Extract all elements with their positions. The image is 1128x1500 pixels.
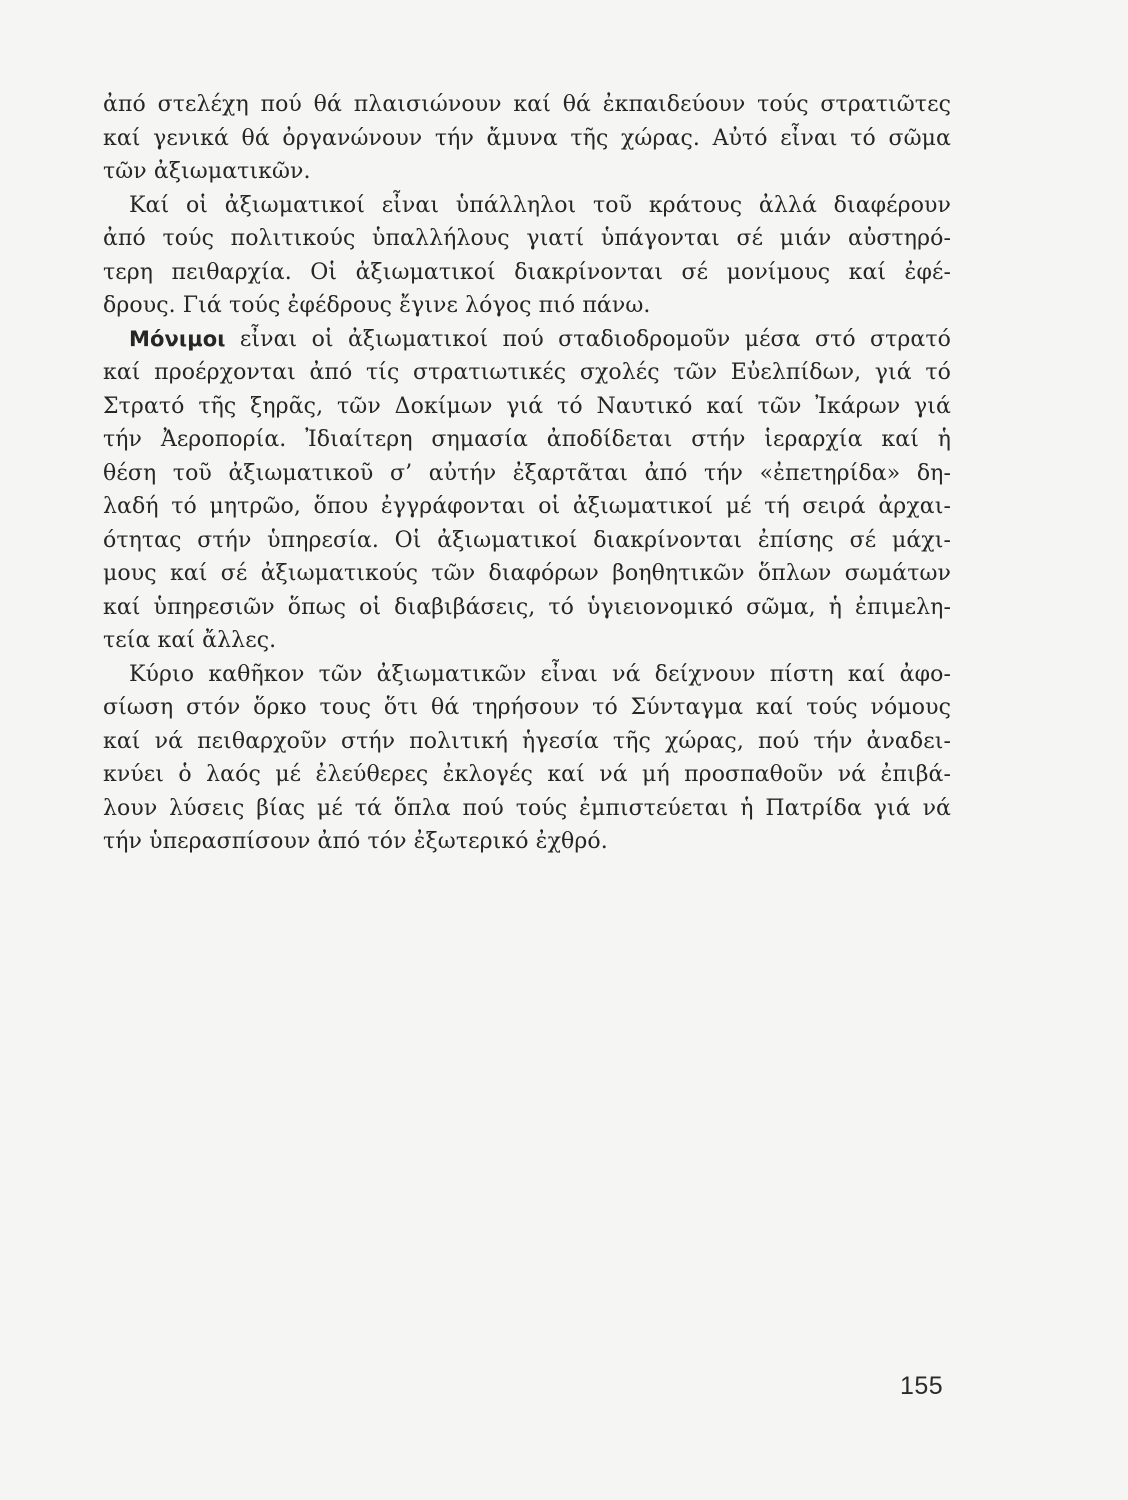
text-line: τήν ὑπερασπίσουν ἀπό τόν ἐξωτερικό ἐχθρό. — [103, 829, 608, 854]
paragraph-3 — [103, 323, 951, 658]
text-line: ἀπό τούς πολιτικούς ὑπαλλήλους γιατί ὑπάγονται σέ μιάν αὐστηρό- — [103, 226, 951, 251]
paragraph-4 — [103, 658, 951, 859]
body-text — [103, 88, 951, 859]
text-line: ἀπό στελέχη πού θά πλαισιώνουν καί θά ἐκπαιδεύουν τούς στρατιῶτες — [103, 92, 951, 117]
text-line: μους καί σέ ἀξιωματικούς τῶν διαφόρων βοηθητικῶν ὅπλων σωμάτων — [103, 561, 951, 586]
text-line: καί νά πειθαρχοῦν στήν πολιτική ἡγεσία τῆς χώρας, πού τήν ἀναδει- — [103, 728, 951, 754]
text-line: καί προέρχονται ἀπό τίς στρατιωτικές σχολές τῶν Εὐελπίδων, γιά τό — [103, 360, 951, 385]
text-line: καί ὑπηρεσιῶν ὅπως οἱ διαβιβάσεις, τό ὑγιειονομικό σῶμα, ἡ ἐπιμελη- — [103, 594, 951, 620]
text-line: τερη πειθαρχία. Οἱ ἀξιωματικοί διακρίνονται σέ μονίμους καί ἐφέ- — [103, 259, 951, 285]
text-line: Κύριο καθῆκον τῶν ἀξιωματικῶν εἶναι νά δείχνουν πίστη καί ἀφο- — [129, 661, 951, 687]
text-line: σίωση στόν ὅρκο τους ὅτι θά τηρήσουν τό Σύνταγμα καί τούς νόμους — [103, 695, 951, 720]
paragraph-1 — [103, 88, 951, 189]
text-line: θέση τοῦ ἀξιωματικοῦ σ’ αὐτήν ἐξαρτᾶται ἀπό τήν «ἐπετηρίδα» δη- — [103, 460, 951, 486]
text-line: τῶν ἀξιωματικῶν. — [103, 159, 311, 184]
text-line: τήν Ἀεροπορία. Ἰδιαίτερη σημασία ἀποδίδεται στήν ἱεραρχία καί ἡ — [103, 427, 951, 452]
text-line: Καί οἱ ἀξιωματικοί εἶναι ὑπάλληλοι τοῦ κράτους ἀλλά διαφέρουν — [129, 192, 951, 218]
lead-term: Μόνιμοι — [129, 326, 226, 351]
text-line: τεία καί ἄλλες. — [103, 628, 277, 653]
page-number: 155 — [900, 1372, 944, 1400]
text-line: ότητας στήν ὑπηρεσία. Οἱ ἀξιωματικοί διακρίνονται ἐπίσης σέ μάχι- — [103, 527, 951, 553]
text-line: καί γενικά θά ὀργανώνουν τήν ἄμυνα τῆς χώρας. Αὐτό εἶναι τό σῶμα — [103, 125, 951, 151]
text-line-with-lead — [103, 323, 951, 357]
text-line: λαδή τό μητρῶο, ὅπου ἐγγράφονται οἱ ἀξιωματικοί μέ τή σειρά ἀρχαι- — [103, 494, 951, 519]
text-line: κνύει ὁ λαός μέ ἐλεύθερες ἐκλογές καί νά μή προσπαθοῦν νά ἐπιβά- — [103, 762, 951, 787]
text-line: Στρατό τῆς ξηρᾶς, τῶν Δοκίμων γιά τό Ναυτικό καί τῶν Ἰκάρων γιά — [103, 393, 951, 419]
text-line: δρους. Γιά τούς ἐφέδρους ἔγινε λόγος πιό πάνω. — [103, 293, 651, 318]
paragraph-2 — [103, 189, 951, 323]
text-line: λουν λύσεις βίας μέ τά ὅπλα πού τούς ἐμπιστεύεται ἡ Πατρίδα γιά νά — [103, 795, 951, 821]
text-fragment: εἶναι οἱ ἀξιωματικοί πού σταδιοδρομοῦν μέσα στό στρατό — [225, 326, 951, 352]
